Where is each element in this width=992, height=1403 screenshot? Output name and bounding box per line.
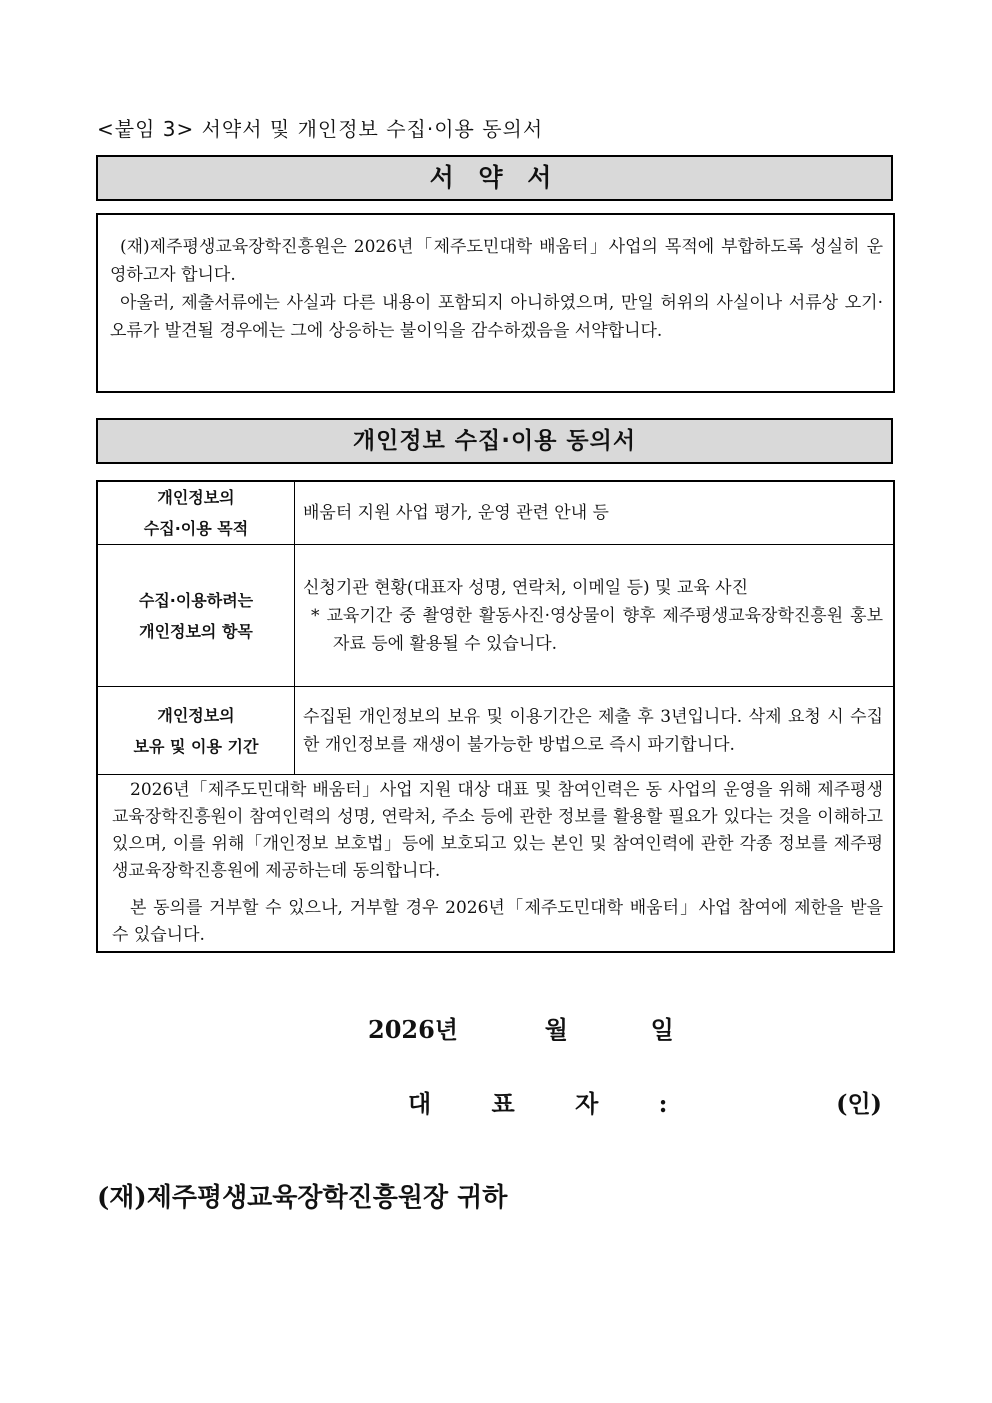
date-day: 일 [650,1015,674,1044]
period-label [97,687,295,775]
date-year: 2026년 [368,1015,458,1044]
label-line: 개인정보의 [157,705,235,725]
seal-mark: (인) [836,1089,882,1118]
table-row [97,775,894,953]
items-note: * 교육기간 중 촬영한 활동사진·영상물이 향후 제주평생교육장학진흥원 홍보자료 등에 활용될 수 있습니다. [311,605,883,654]
agreement-text [97,775,894,953]
date-month: 월 [544,1015,568,1044]
table-row [97,481,894,545]
purpose-value: 배움터 지원 사업 평가, 운영 관련 안내 등 [295,481,895,545]
pledge-heading: 서 약 서 [96,155,893,201]
items-value [295,545,895,687]
representative-line [408,1084,888,1119]
addressee: (재)제주평생교육장학진흥원장 귀하 [97,1183,508,1213]
label-line: 개인정보의 항목 [139,621,253,641]
items-text: 신청기관 현황(대표자 성명, 연락처, 이메일 등) 및 교육 사진 [303,577,749,598]
label-line: 수집·이용하려는 [138,590,254,610]
period-value: 수집된 개인정보의 보유 및 이용기간은 제출 후 3년입니다. 삭제 요청 시 수집한 개인정보를 재생이 불가능한 방법으로 즉시 파기합니다. [295,687,895,775]
label-line: 개인정보의 [157,488,235,507]
representative-label: 대 표 자 : [408,1089,694,1118]
pledge-body [96,213,895,393]
purpose-label [97,481,295,545]
items-label [97,545,295,687]
signature-date [368,1010,674,1045]
consent-table [96,480,895,953]
agreement-paragraph: 본 동의를 거부할 수 있으나, 거부할 경우 2026년「제주도민대학 배움터」사업 참여에 제한을 받을 수 있습니다. [112,898,883,945]
label-line: 수집·이용 목적 [143,519,249,538]
label-line: 보유 및 이용 기간 [133,736,259,756]
pledge-paragraph: (재)제주평생교육장학진흥원은 2026년「제주도민대학 배움터」사업의 목적에 부합하도록 성실히 운영하고자 합니다. [110,237,883,285]
agreement-paragraph: 2026년「제주도민대학 배움터」사업 지원 대상 대표 및 참여인력은 동 사업의 운영을 위해 제주평생교육장학진흥원이 참여인력의 성명, 연락처, 주소 등에 관한 정보를 활용할 필요가 있다는 것을 이해하고 있으며, 이를 위해「개인정보 보호법」등에 보호되고 있는 본인 및 참여인력에 관한 각종 정보를 제주평생교육장학진흥원에 제공하는데 동의합니다. [112,780,883,881]
table-row [97,687,894,775]
table-row [97,545,894,687]
attachment-title: <붙임 3> 서약서 및 개인정보 수집·이용 동의서 [97,117,544,141]
pledge-paragraph: 아울러, 제출서류에는 사실과 다른 내용이 포함되지 아니하였으며, 만일 허위의 사실이나 서류상 오기·오류가 발견될 경우에는 그에 상응하는 불이익을 감수하겠음을 서약합니다. [110,293,883,341]
consent-heading: 개인정보 수집·이용 동의서 [96,418,893,464]
